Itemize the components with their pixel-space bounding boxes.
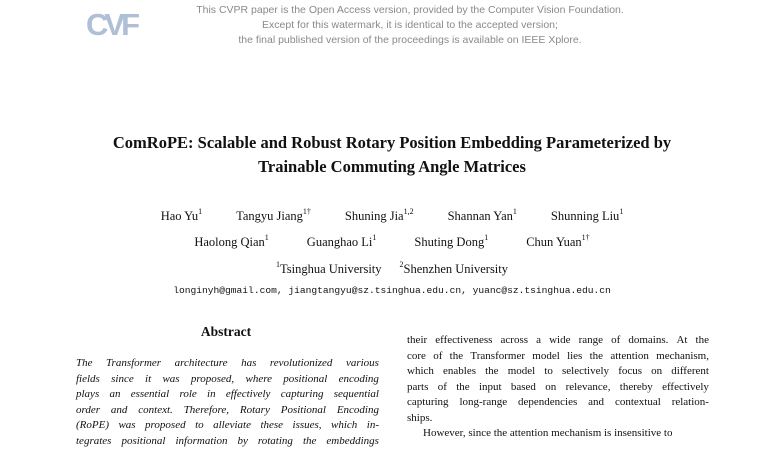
abstract-heading: Abstract — [76, 323, 376, 341]
author-row — [60, 233, 724, 251]
title-line: ComRoPE: Scalable and Robust Rotary Position Embedding Parameterized by — [60, 131, 724, 155]
author-row — [60, 207, 724, 225]
cvf-logo-text: CVF — [86, 7, 139, 40]
watermark-line: Except for this watermark, it is identical to the accepted version; — [190, 18, 630, 33]
author: Guanghao Li$^1$ — [307, 233, 377, 251]
watermark-line: the final published version of the proceedings is available on IEEE Xplore. — [190, 33, 630, 48]
affiliations — [60, 260, 724, 278]
text-line: However, since the attention mechanism is insensitive to — [407, 426, 709, 442]
text-line: their effectiveness across a wide range of domains. At the — [407, 333, 709, 349]
text-line: ships. — [407, 411, 709, 427]
author: Tangyu Jiang$^{1\dagger}$ — [236, 207, 311, 225]
text-line: (RoPE) was proposed to alleviate these issues, which in- — [76, 418, 379, 434]
author: Hao Yu$^1$ — [161, 207, 202, 225]
affiliation: $^1$Tsinghua University — [276, 260, 382, 278]
introduction-body — [407, 333, 709, 442]
watermark-line: This CVPR paper is the Open Access version, provided by the Computer Vision Foundation. — [190, 3, 630, 18]
open-access-watermark — [190, 3, 630, 48]
text-line: order and context. Therefore, Rotary Positional Encoding — [76, 403, 379, 419]
abstract-body — [76, 356, 379, 449]
text-line: parts of the input based on relevance, thereby effectively — [407, 380, 709, 396]
text-line: capturing long-range dependencies and contextual relation- — [407, 395, 709, 411]
text-line: plays an essential role in effectively capturing sequential — [76, 387, 379, 403]
author: Haolong Qian$^1$ — [194, 233, 268, 251]
text-line: tegrates positional information by rotating the embeddings — [76, 434, 379, 449]
paper-title — [60, 131, 724, 179]
author: Shuting Dong$^1$ — [414, 233, 488, 251]
affiliation: $^2$Shenzhen University — [400, 260, 509, 278]
text-line: fields since it was proposed, where positional encoding — [76, 372, 379, 388]
author: Shuning Jia$^{1,2}$ — [345, 207, 414, 225]
title-line: Trainable Commuting Angle Matrices — [60, 155, 724, 179]
text-line: core of the Transformer model lies the attention mechanism, — [407, 349, 709, 365]
author: Shannan Yan$^1$ — [448, 207, 517, 225]
author: Chun Yuan$^{1\dagger}$ — [526, 233, 589, 251]
cvf-logo — [86, 6, 144, 40]
author-emails: longinyh@gmail.com, jiangtangyu@sz.tsinghua.edu.cn, yuanc@sz.tsinghua.edu.cn — [60, 284, 724, 298]
author: Shunning Liu$^1$ — [551, 207, 623, 225]
text-line: which enables the model to selectively focus on different — [407, 364, 709, 380]
text-line: The Transformer architecture has revolutionized various — [76, 356, 379, 372]
